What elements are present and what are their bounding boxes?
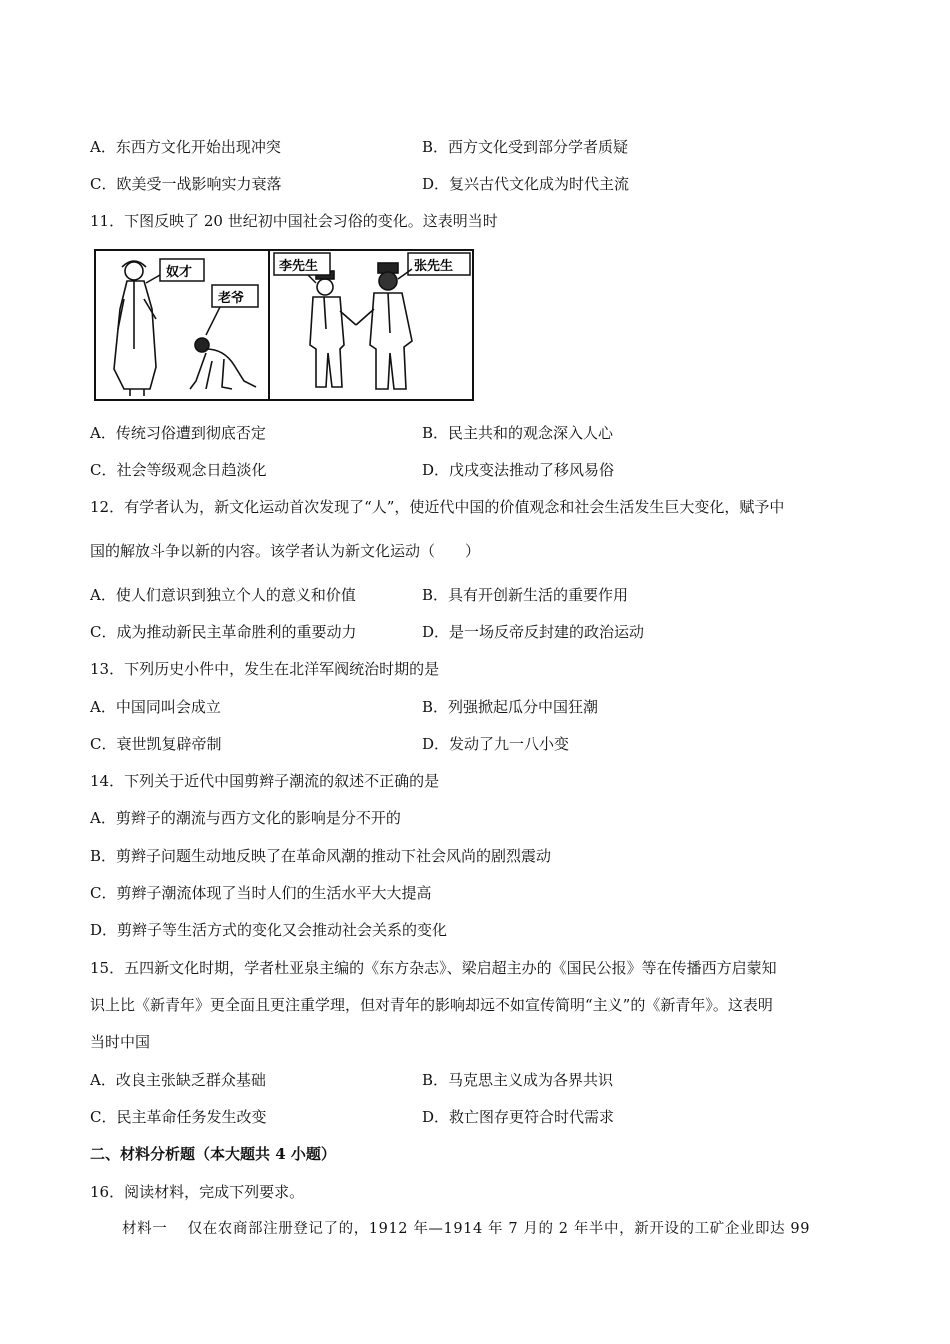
q16-material-1: 材料一 仅在农商部注册登记了的，1912 年—1914 年 7 月的 2 年半中，新开设的工矿企业即达 99 [122,1221,811,1237]
label-zhang: 张先生 [414,259,454,274]
q13-option-b: B．列强掀起瓜分中国狂潮 [422,698,599,716]
q14-option-c: C．剪辫子潮流体现了当时人们的生活水平大大提高 [90,884,432,902]
q11-option-a: A．传统习俗遭到彻底否定 [90,424,266,442]
label-servant: 奴才 [166,265,193,280]
q15-option-b: B．马克思主义成为各界共识 [422,1071,614,1089]
q11-option-b: B．民主共和的观念深入人心 [422,424,614,442]
label-li: 李先生 [279,259,319,274]
q15-option-a: A．改良主张缺乏群众基础 [90,1071,266,1089]
q13-option-a: A．中国同叫会成立 [90,698,221,716]
q11-stem: 11．下图反映了 20 世纪初中国社会习俗的变化。这表明当时 [90,212,498,230]
q12-option-d: D．是一场反帝反封建的政治运动 [422,623,645,641]
q12-option-c: C．成为推动新民主革命胜利的重要动力 [90,623,357,641]
q12-option-a: A．使人们意识到独立个人的意义和价值 [90,586,356,604]
q12-stem-line2: 国的解放斗争以新的内容。该学者认为新文化运动（ ） [90,542,481,560]
q11-option-c: C．社会等级观念日趋淡化 [90,461,267,479]
q16-stem: 16．阅读材料，完成下列要求。 [90,1183,305,1201]
q10-option-a: A．东西方文化开始出现冲突 [90,138,281,156]
q15-option-c: C．民主革命任务发生改变 [90,1108,267,1126]
q12-stem-line1: 12．有学者认为，新文化运动首次发现了“人”，使近代中国的价值观念和社会生活发生巨大变化，赋予中 [90,498,785,516]
q15-option-d: D．救亡图存更符合时代需求 [422,1108,615,1126]
q15-stem-line3: 当时中国 [90,1033,151,1051]
section-2-title: 二、材料分析题（本大题共 4 小题） [90,1145,336,1163]
q11-option-d: D．戊戌变法推动了移风易俗 [422,461,615,479]
q14-option-d: D．剪辫子等生活方式的变化又会推动社会关系的变化 [90,921,448,939]
q15-stem-line2: 识上比《新青年》更全面且更注重学理，但对青年的影响却远不如宣传简明“主义”的《新青年》。这表明 [90,996,773,1014]
q15-stem-line1: 15．五四新文化时期，学者杜亚泉主编的《东方杂志》、梁启超主办的《国民公报》等在传播西方启蒙知 [90,959,777,977]
q14-option-a: A．剪辫子的潮流与西方文化的影响是分不开的 [90,809,401,827]
q11-cartoon-image [94,249,474,401]
q14-stem: 14．下列关于近代中国剪辫子潮流的叙述不正确的是 [90,772,440,790]
label-master: 老爷 [218,291,245,306]
q10-option-d: D．复兴古代文化成为时代主流 [422,175,630,193]
q13-option-c: C．衰世凯复辟帝制 [90,735,222,753]
q13-stem: 13．下列历史小件中，发生在北洋军阀统治时期的是 [90,660,440,678]
q10-option-b: B．西方文化受到部分学者质疑 [422,138,629,156]
q10-option-c: C．欧美受一战影响实力衰落 [90,175,282,193]
q14-option-b: B．剪辫子问题生动地反映了在革命风潮的推动下社会风尚的剧烈震动 [90,847,552,865]
q12-option-b: B．具有开创新生活的重要作用 [422,586,629,604]
q13-option-d: D．发动了九一八小变 [422,735,570,753]
